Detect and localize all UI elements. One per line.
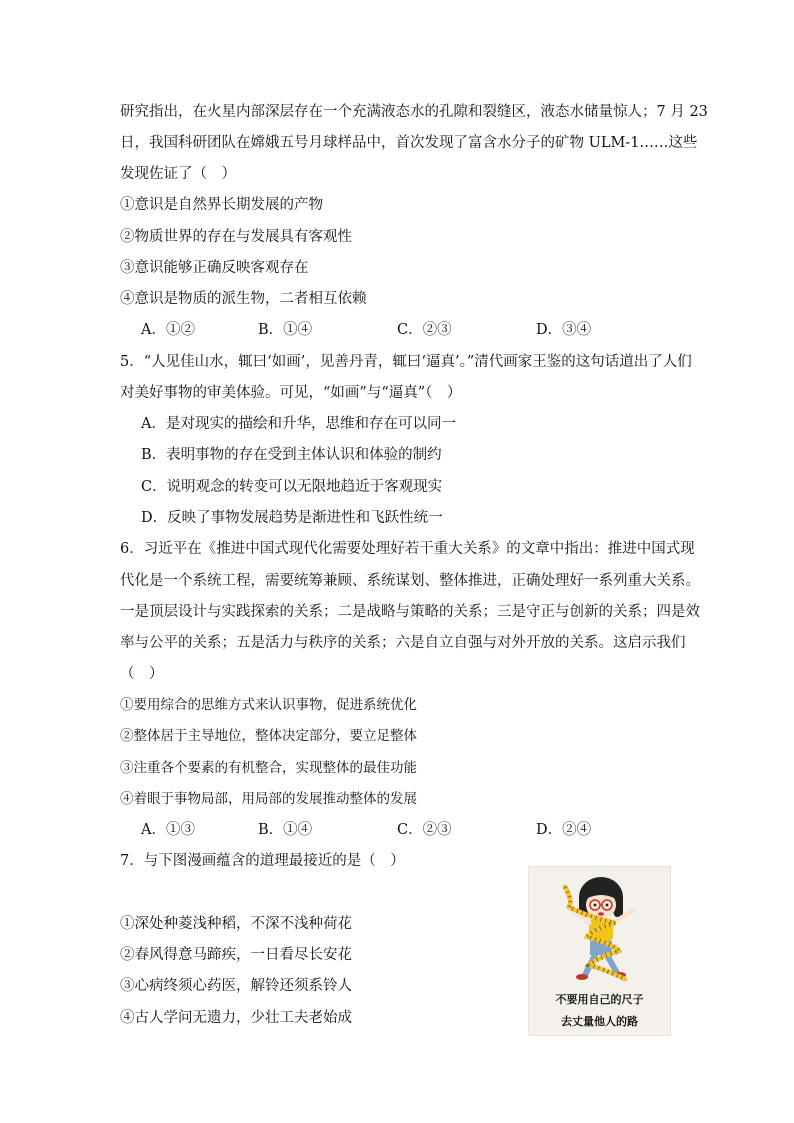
q7-statement-3: ③心病终须心药医，解铃还须系铃人: [120, 978, 352, 994]
q5-stem-line-1: 5．“人见佳山水，辄曰‘如画’，见善丹青，辄曰‘逼真’。”清代画家王鉴的这句话道出了人们: [120, 354, 692, 370]
q4-option-c: C．②③: [397, 322, 452, 338]
cartoon-caption-line-1: 不要用自己的尺子: [555, 993, 644, 1006]
q6-statement-1: ①要用综合的思维方式来认识事物，促进系统优化: [120, 697, 417, 713]
q6-option-b: B．①④: [258, 822, 313, 838]
cartoon-image: [528, 866, 671, 1036]
q4-stem-line-3: 发现佐证了（ ）: [120, 166, 236, 182]
q4-stem-line-2: 日，我国科研团队在嫦娥五号月球样品中，首次发现了富含水分子的矿物 ULM-1……这些: [120, 135, 698, 151]
q4-option-b: B．①④: [258, 322, 313, 338]
q6-option-a: A．①③: [141, 822, 195, 838]
q6-stem-line-3: 一是顶层设计与实践探索的关系；二是战略与策略的关系；三是守正与创新的关系；四是效: [120, 604, 700, 620]
q4-statement-2: ②物质世界的存在与发展具有客观性: [120, 229, 352, 245]
q7-stem: 7．与下图漫画蕴含的道理最接近的是（ ）: [120, 853, 405, 869]
q4-statement-1: ①意识是自然界长期发展的产物: [120, 197, 323, 213]
q7-statement-2: ②春风得意马蹄疾，一日看尽长安花: [120, 947, 352, 963]
cartoon-caption-line-2: 去丈量他人的路: [561, 1015, 638, 1028]
q6-statement-2: ②整体居于主导地位，整体决定部分，要立足整体: [120, 728, 417, 744]
q6-statement-3: ③注重各个要素的有机整合，实现整体的最佳功能: [120, 760, 417, 776]
q6-statement-4: ④着眼于事物局部，用局部的发展推动整体的发展: [120, 791, 417, 807]
q6-stem-line-2: 代化是一个系统工程，需要统筹兼顾、系统谋划、整体推进，正确处理好一系列重大关系。: [120, 573, 700, 589]
q6-stem-line-4: 率与公平的关系；五是活力与秩序的关系；六是自立自强与对外开放的关系。这启示我们: [120, 635, 686, 651]
q6-stem-line-5: （ ）: [120, 666, 164, 682]
q5-option-c: C．说明观念的转变可以无限地趋近于客观现实: [141, 479, 443, 495]
q4-option-d: D．③④: [536, 322, 592, 338]
q6-option-c: C．②③: [397, 822, 452, 838]
q7-statement-1: ①深处种菱浅种稻，不深不浅种荷花: [120, 916, 352, 932]
q5-option-d: D．反映了事物发展趋势是渐进性和飞跃性统一: [141, 510, 443, 526]
q6-stem-line-1: 6．习近平在《推进中国式现代化需要处理好若干重大关系》的文章中指出：推进中国式现: [120, 541, 695, 557]
q5-option-b: B．表明事物的存在受到主体认识和体验的制约: [141, 447, 442, 463]
q6-option-d: D．②④: [536, 822, 592, 838]
q5-option-a: A．是对现实的描绘和升华，思维和存在可以同一: [141, 416, 456, 432]
q4-option-a: A．①②: [141, 322, 195, 338]
q7-statement-4: ④古人学问无遗力，少壮工夫老始成: [120, 1010, 352, 1026]
cartoon-girl-illustration: [529, 867, 670, 987]
q4-statement-3: ③意识能够正确反映客观存在: [120, 260, 309, 276]
q4-stem-line-1: 研究指出，在火星内部深层存在一个充满液态水的孔隙和裂缝区，液态水储量惊人；7 月 23: [120, 104, 708, 120]
q5-stem-line-2: 对美好事物的审美体验。可见，“如画”与“逼真”（ ）: [120, 385, 462, 401]
q4-statement-4: ④意识是物质的派生物，二者相互依赖: [120, 291, 367, 307]
